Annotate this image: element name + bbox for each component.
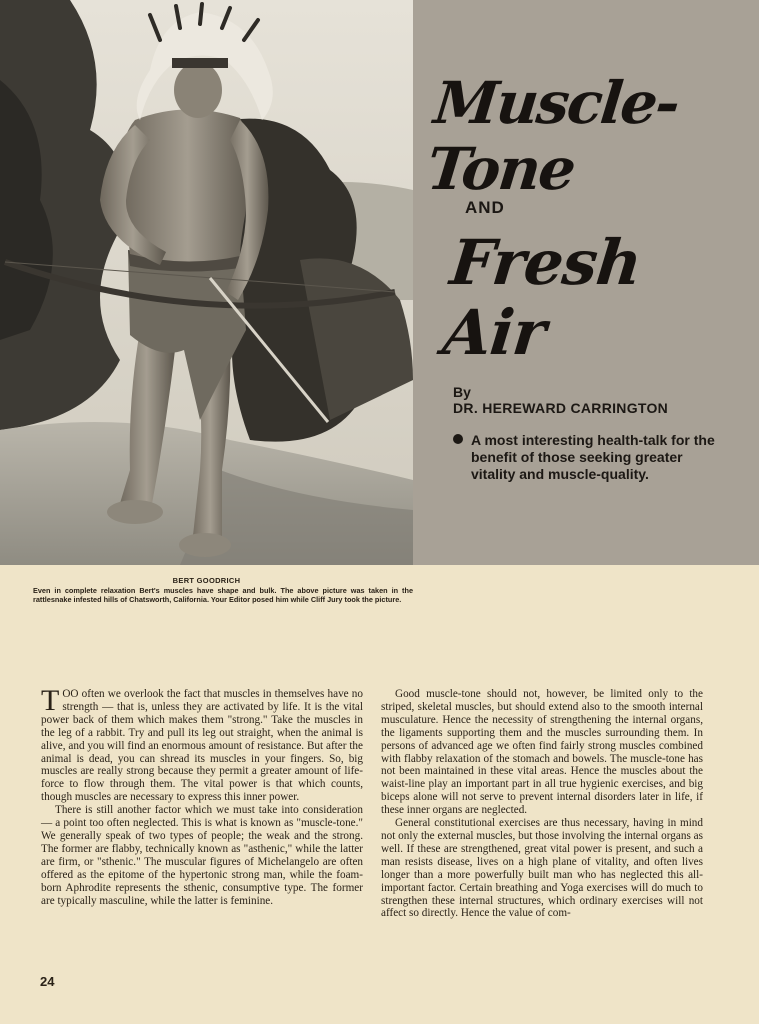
photo-caption-heading: BERT GOODRICH bbox=[172, 576, 241, 585]
archer-photograph bbox=[0, 0, 413, 565]
paragraph: There is still another factor which we must take into consideration — a point too often neglected. This is what is known as "muscle-tone." We generally speak of two types of people; the weak and the strong. The former are flabby, technically known as "asthenic," while the latter are firm, or "sthenic." The muscular figures of Michelangelo are often offered as the epitome of the hypertonic strong man, while the foam-born Aphrodite represents the sthenic, consumptive type. The former are typically masculine, while the latter is feminine. bbox=[41, 804, 363, 907]
title-panel bbox=[413, 0, 759, 565]
article-column-right bbox=[381, 688, 703, 920]
paragraph: Good muscle-tone should not, however, be limited only to the striped, skeletal muscles, but should extend also to the smooth internal musculature. Hence the necessity of strengthening the internal organs, the ligaments supporting them and the muscles surrounding them. In persons of advanced age we often find fairly strong muscles combined with flabby relaxation of the stomach and bowels. The muscle-tone has not been maintained in these vital areas. Hence the muscles about the waist-line play an important part in all true hygienic exercises, and big biceps alone will not serve to prevent internal disorders later in life, if these inner organs are neglected. bbox=[381, 688, 703, 817]
article-title-line-1: Muscle-Tone bbox=[423, 69, 682, 203]
article-title-line-2: Fresh Air bbox=[439, 226, 645, 369]
article-title-conjunction: AND bbox=[465, 198, 505, 217]
page-number: 24 bbox=[40, 974, 55, 989]
paragraph-text: OO often we overlook the fact that muscles in themselves have no strength — that is, unless they are activated by life. It is the vital power back of them which makes them "strong." Take the muscles in the leg of a rabbit. Try and pull its leg out straight, when the animal is alive, and you will find an enormous amount of resistance. But after the animal is dead, you can shread its muscles in your fingers. So, big muscles are really strong because they permit a greater amount of life-force to flow through them. The vital power is that which counts, though muscles are necessary to express this inner power. bbox=[41, 688, 363, 804]
byline-prefix: By bbox=[453, 384, 471, 400]
paragraph: General constitutional exercises are thus necessary, having in mind not only the external muscles, but those involving the internal organs as well. If these are strengthened, great vital power is present, and such a man resists disease, lives on a high plane of vitality, and often lives longer than a more powerfully built man who has neglected this all-important factor. Certain breathing and Yoga exercises will do much to strengthen these internal structures, which ordinary exercises will not affect so directly. Hence the value of com- bbox=[381, 817, 703, 920]
photo-caption-text: Even in complete relaxation Bert's muscles have shape and bulk. The above picture was taken in the rattlesnake infested hills of Chatsworth, California. Your Editor posed him while Cliff Jury took the picture. bbox=[33, 586, 413, 604]
article-column-left bbox=[41, 684, 363, 907]
drop-cap: T bbox=[41, 684, 60, 717]
byline-author: DR. HEREWARD CARRINGTON bbox=[453, 400, 669, 416]
article-blurb bbox=[453, 432, 723, 483]
blurb-text: A most interesting health-talk for the benefit of those seeking greater vitality and muscle-quality. bbox=[471, 432, 715, 482]
paragraph bbox=[41, 684, 363, 804]
bullet-icon bbox=[453, 434, 463, 444]
